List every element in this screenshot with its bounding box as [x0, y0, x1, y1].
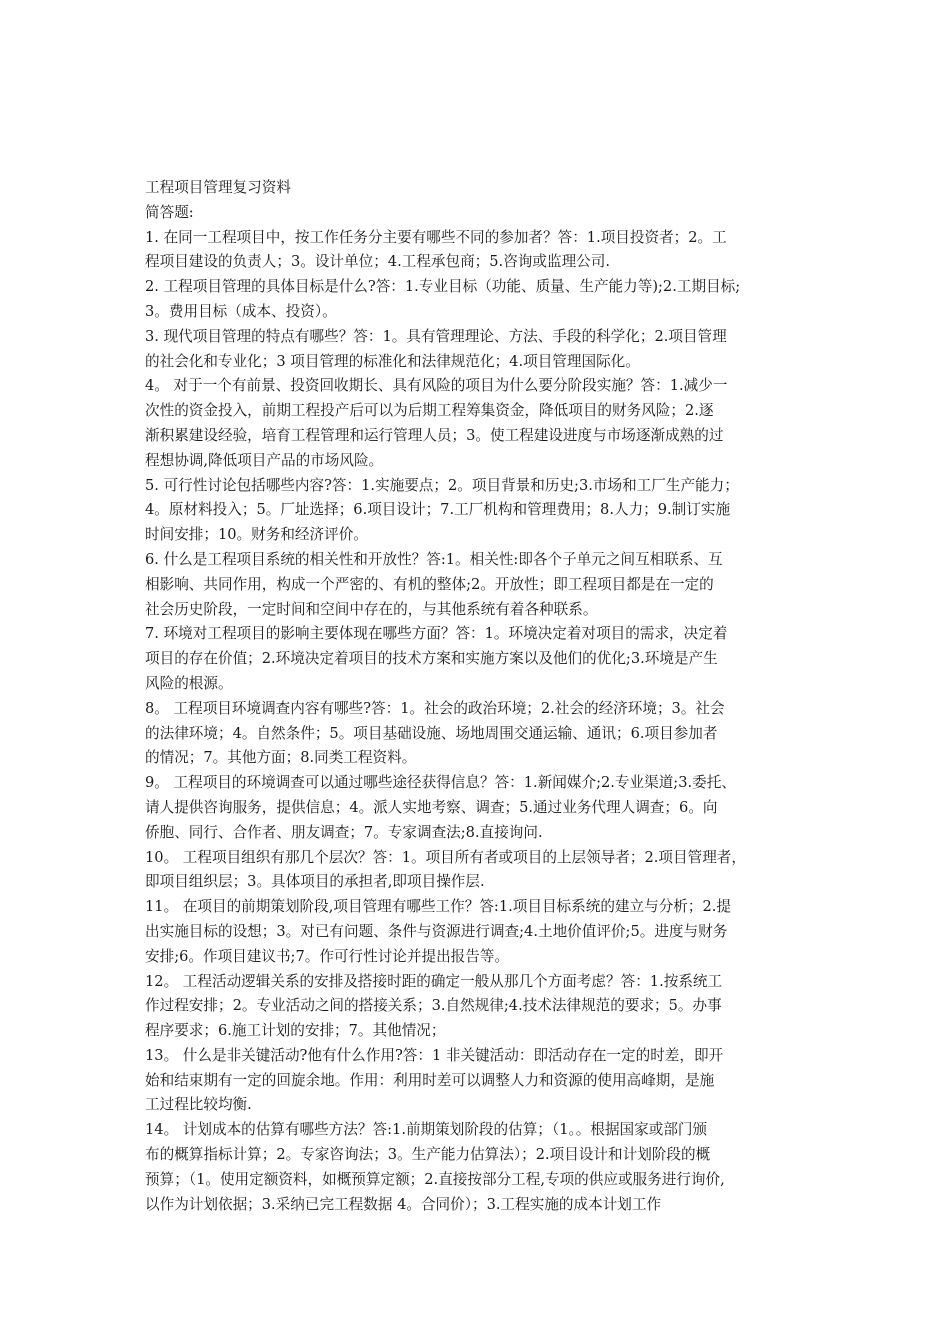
text-line: 作过程安排；2。专业活动之间的搭接关系；3.自然规律;4.技术法律规范的要求；5。办事 [145, 997, 722, 1015]
text-line: 7. 环境对工程项目的影响主要体现在哪些方面？答：1。环境决定着对项目的需求，决定着 [145, 625, 728, 643]
text-line: 8。 工程项目环境调查内容有哪些?答：1。社会的政治环境；2.社会的经济环境；3。社会 [145, 699, 725, 717]
document-title: 工程项目管理复习资料 [145, 179, 291, 196]
text-line: 3。费用目标（成本、投资）。 [145, 302, 337, 320]
text-line: 相影响、共同作用，构成一个严密的、有机的整体;2。开放性；即工程项目都是在一定的 [145, 575, 714, 593]
text-line: 预算；（1。使用定额资料，如概预算定额；2.直接按部分工程,专项的供应或服务进行询价, [145, 1170, 725, 1188]
text-line: 风险的根源。 [145, 674, 233, 692]
text-line: 社会历史阶段，一定时间和空间中存在的，与其他系统有着各种联系。 [145, 600, 598, 618]
text-line: 的法律环境；4。自然条件；5。项目基础设施、场地周围交通运输、通讯；6.项目参加者 [145, 724, 718, 742]
text-line: 4。原材料投入；5。厂址选择；6.项目设计；7.工厂机构和管理费用；8.人力；9.制订实施 [145, 501, 731, 519]
text-line: 以作为计划依据；3.采纳已完工程数据 4。合同价）；3.工程实施的成本计划工作 [145, 1195, 662, 1213]
document-body [145, 176, 809, 1217]
text-line: 13。 什么是非关键活动?他有什么作用?答：1 非关键活动：即活动存在一定的时差，即开 [145, 1046, 724, 1064]
text-line: 布的概算指标计算；2。专家咨询法；3。生产能力估算法）；2.项目设计和计划阶段的概 [145, 1146, 711, 1164]
text-line: 1. 在同一工程项目中，按工作任务分主要有哪些不同的参加者？答：1.项目投资者；2。工 [145, 228, 727, 246]
text-line: 项目的存在价值；2.环境决定着项目的技术方案和实施方案以及他们的优化;3.环境是产生 [145, 650, 718, 668]
text-line: 3. 现代项目管理的特点有哪些？答：1。具有管理理论、方法、手段的科学化；2.项目管理 [145, 327, 727, 345]
text-line: 5. 可行性讨论包括哪些内容?答：1.实施要点；2。项目背景和历史;3.市场和工厂生产能力； [145, 476, 739, 494]
text-line: 次性的资金投入，前期工程投产后可以为后期工程筹集资金，降低项目的财务风险；2.逐 [145, 402, 714, 420]
text-line: 4。 对于一个有前景、投资回收期长、具有风险的项目为什么要分阶段实施？答：1.减少一 [145, 377, 728, 395]
text-line: 11。 在项目的前期策划阶段,项目管理有哪些工作？答:1.项目目标系统的建立与分析；2.提 [145, 898, 731, 916]
text-line: 程项目建设的负责人；3。设计单位；4.工程承包商；5.咨询或监理公司. [145, 253, 610, 271]
text-line: 渐积累建设经验，培育工程管理和运行管理人员；3。使工程建设进度与市场逐渐成熟的过 [145, 426, 724, 444]
text-line: 出实施目标的设想；3。对已有问题、条件与资源进行调查;4.土地价值评价;5。进度与财务 [145, 922, 728, 940]
text-line: 12。 工程活动逻辑关系的安排及搭接时距的确定一般从那几个方面考虑？答：1.按系统工 [145, 972, 723, 990]
text-line: 始和结束期有一定的回旋余地。作用：利用时差可以调整人力和资源的使用高峰期，是施 [145, 1071, 715, 1089]
section-heading: 简答题: [145, 203, 194, 221]
text-line: 请人提供咨询服务，提供信息；4。派人实地考察、调查；5.通过业务代理人调查；6。向 [145, 798, 718, 816]
text-line: 安排;6。作项目建议书;7。作可行性讨论并提出报告等。 [145, 947, 510, 965]
text-line: 即项目组织层；3。具体项目的承担者,即项目操作层. [145, 873, 485, 891]
text-line: 的社会化和专业化；3 项目管理的标准化和法律规范化；4.项目管理国际化。 [145, 352, 640, 370]
text-line: 6. 什么是工程项目系统的相关性和开放性？答:1。相关性:即各个子单元之间互相联系、互 [145, 550, 723, 568]
text-line: 程想协调,降低项目产品的市场风险。 [145, 451, 384, 469]
text-line: 时间安排；10。财务和经济评价。 [145, 526, 368, 544]
text-line: 14。 计划成本的估算有哪些方法？答:1.前期策划阶段的估算；（1。。根据国家或部门颁 [145, 1121, 708, 1139]
text-line: 的情况；7。其他方面；8.同类工程资料。 [145, 749, 417, 767]
text-line: 2. 工程项目管理的具体目标是什么?答：1.专业目标（功能、质量、生产能力等);2.工期目标; [145, 278, 741, 296]
text-line: 10。 工程项目组织有那几个层次？答：1。项目所有者或项目的上层领导者；2.项目管理者， [145, 848, 746, 866]
text-line: 侨胞、同行、合作者、朋友调查；7。专家调查法;8.直接询问. [145, 823, 543, 841]
text-line: 9。 工程项目的环境调查可以通过哪些途径获得信息？答：1.新闻媒介;2.专业渠道;3.委托、 [145, 774, 736, 792]
text-line: 程序要求；6.施工计划的安排；7。其他情况； [145, 1022, 446, 1040]
text-line: 工过程比较均衡. [145, 1096, 252, 1114]
